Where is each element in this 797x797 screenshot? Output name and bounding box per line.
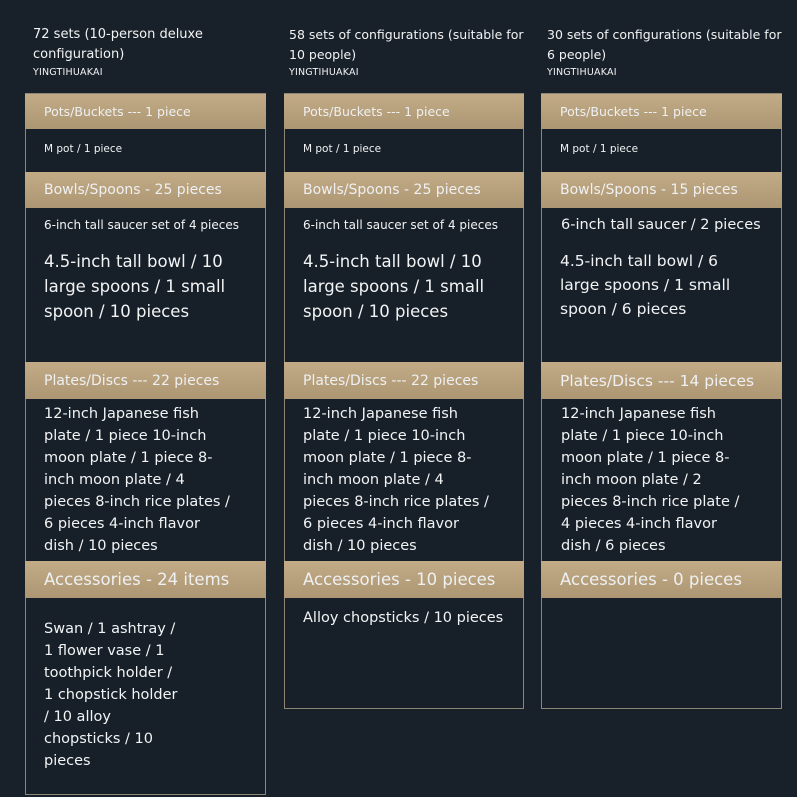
column-header [33,25,233,80]
plates-band: Plates/Discs --- 22 pieces [25,362,266,399]
bowls-large-text: 4.5-inch tall bowl / 6 large spoons / 1 small spoon / 6 pieces [560,252,731,318]
bowls-large-text: 4.5-inch tall bowl / 10 large spoons / 1 small spoon / 10 pieces [303,252,485,321]
pots-text: M pot / 1 piece [44,143,123,155]
pots-text: M pot / 1 piece [560,143,639,155]
bowls-band: Bowls/Spoons - 25 pieces [25,172,266,208]
brand-label: YINGTIHUAKAI [547,67,617,78]
config-card [541,93,782,709]
bowls-small-text: 6-inch tall saucer set of 4 pieces [44,218,239,232]
bowls-small-text: 6-inch tall saucer / 2 pieces [561,217,761,233]
pots-band: Pots/Buckets --- 1 piece [284,94,524,129]
pots-band: Pots/Buckets --- 1 piece [25,94,266,129]
pots-band: Pots/Buckets --- 1 piece [541,94,782,129]
plates-band: Plates/Discs --- 22 pieces [284,362,524,399]
plates-text: 12-inch Japanese fish plate / 1 piece 10-inch moon plate / 1 piece 8-inch moon plate / 4 pieces 8-inch rice plates / 6 pieces 4-inch flavor dish / 10 pieces [303,406,489,554]
column-title: 58 sets of configurations (suitable for 10 people) [289,27,524,62]
bowls-small-text: 6-inch tall saucer set of 4 pieces [303,218,498,232]
column-title: 30 sets of configurations (suitable for 6 people) [547,27,782,62]
accessories-text: Swan / 1 ashtray / 1 flower vase / 1 toothpick holder / 1 chopstick holder / 10 alloy chopsticks / 10 pieces [44,621,178,769]
brand-label: YINGTIHUAKAI [33,67,103,78]
brand-label: YINGTIHUAKAI [289,67,359,78]
bowls-large-text: 4.5-inch tall bowl / 10 large spoons / 1 small spoon / 10 pieces [44,252,226,321]
accessories-band: Accessories - 24 items [25,561,266,598]
accessories-text: Alloy chopsticks / 10 pieces [303,610,504,626]
bowls-band: Bowls/Spoons - 15 pieces [541,172,782,208]
config-card [284,93,524,709]
column-header [289,25,529,80]
plates-text: 12-inch Japanese fish plate / 1 piece 10-inch moon plate / 1 piece 8-inch moon plate / 2 pieces 8-inch rice plate / 4 pieces 4-inch flavor dish / 6 pieces [561,406,740,554]
config-card [25,93,266,795]
pots-text: M pot / 1 piece [303,143,382,155]
plates-text: 12-inch Japanese fish plate / 1 piece 10-inch moon plate / 1 piece 8-inch moon plate / 4 pieces 8-inch rice plates / 6 pieces 4-inch flavor dish / 10 pieces [44,406,230,554]
accessories-band: Accessories - 0 pieces [541,561,782,598]
plates-band: Plates/Discs --- 14 pieces [541,362,782,399]
accessories-band: Accessories - 10 pieces [284,561,524,598]
bowls-band: Bowls/Spoons - 25 pieces [284,172,524,208]
column-header [547,25,787,80]
column-title: 72 sets (10-person deluxe configuration) [33,27,203,62]
